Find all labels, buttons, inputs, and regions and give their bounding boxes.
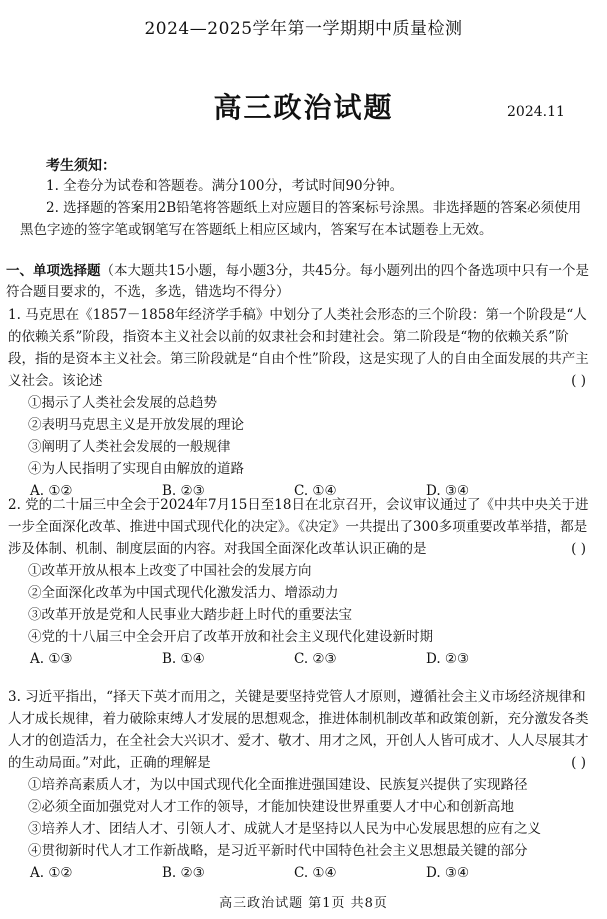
option-c: C. ①④: [294, 483, 337, 499]
question-stem: 3. 习近平指出，“择天下英才而用之，关键是要坚持党管人才原则，遵循社会主义市场经济规律和人才成长规律，着力破除束缚人才发展的思想观念，推进体制机制改革和政策创新，充分激发各类人才的创造活力，在全社会大兴识才、爱才、敬才、用才之风，开创人人皆可成才、人人尽展其才的生动局面。”对此，正确的理解是 ( ): [8, 686, 594, 774]
statement: ①培养高素质人才，为以中国式现代化全面推进强国建设、民族复兴提供了实现路径: [28, 777, 528, 793]
section-desc: （本大题共15小题，每小题3分，共45分。每小题列出的四个备选项中只有一个是符合题目要求的，不选，多选，错选均不得分）: [6, 263, 589, 300]
answer-blank: ( ): [571, 541, 586, 557]
statement: ②表明马克思主义是开放发展的理论: [28, 417, 244, 433]
notice-item-2: 2. 选择题的答案用2B铅笔将答题纸上对应题目的答案标号涂黑。非选择题的答案必须使用黑色字迹的签字笔或钢笔写在答题纸上相应区域内，答案写在本试题卷上无效。: [20, 200, 582, 238]
question-3: [8, 686, 594, 884]
section-label: 一、单项选择题: [6, 263, 101, 279]
question-stem: 1. 马克思在《1857－1858年经济学手稿》中划分了人类社会形态的三个阶段：第一个阶段是“人的依赖关系”阶段，指资本主义社会以前的奴隶社会和封建社会。第二阶段是“物的依赖关系”阶段，指的是资本主义社会。第三阶段就是“自由个性”阶段，这是实现了人的自由全面发展的共产主义社会。该论述 ( ): [8, 304, 594, 392]
statement: ③培养人才、团结人才、引领人才、成就人才是坚持以人民为中心发展思想的应有之义: [28, 821, 541, 837]
statement: ④贯彻新时代人才工作新战略，是习近平新时代中国特色社会主义思想最关键的部分: [28, 843, 528, 859]
section-heading: [6, 261, 596, 303]
option-a: A. ①③: [30, 651, 73, 667]
answer-options: [8, 862, 594, 884]
option-d: D. ②③: [426, 651, 470, 667]
exam-header: 2024—2025学年第一学期期中质量检测: [144, 19, 463, 39]
option-a: A. ①②: [30, 865, 73, 881]
statement: ③改革开放是党和人民事业大踏步赶上时代的重要法宝: [28, 607, 352, 623]
option-c: C. ②③: [294, 651, 337, 667]
answer-blank: ( ): [571, 755, 586, 771]
statement: ④为人民指明了实现自由解放的道路: [28, 461, 244, 477]
notice-heading: 考生须知：: [46, 158, 116, 174]
option-b: B. ②③: [162, 865, 205, 881]
statement: ③阐明了人类社会发展的一般规律: [28, 439, 231, 455]
option-c: C. ①④: [294, 865, 337, 881]
statement: ②全面深化改革为中国式现代化激发活力、增添动力: [28, 585, 339, 601]
exam-date: 2024.11: [507, 104, 565, 120]
question-1: [8, 304, 594, 502]
option-a: A. ①②: [30, 483, 73, 499]
question-stem: 2. 党的二十届三中全会于2024年7月15日至18日在北京召开，会议审议通过了《中共中央关于进一步全面深化改革、推进中国式现代化的决定》。《决定》一共提出了300多项重要改革举措，都是涉及体制、机制、制度层面的内容。对我国全面深化改革认识正确的是 ( ): [8, 494, 594, 560]
statement: ①改革开放从根本上改变了中国社会的发展方向: [28, 563, 312, 579]
statement: ④党的十八届三中全会开启了改革开放和社会主义现代化建设新时期: [28, 629, 433, 645]
answer-blank: ( ): [571, 373, 586, 389]
statement: ②必须全面加强党对人才工作的领导，才能加快建设世界重要人才中心和创新高地: [28, 799, 514, 815]
option-d: D. ③④: [426, 865, 470, 881]
option-b: B. ①④: [162, 651, 205, 667]
option-d: D. ③④: [426, 483, 470, 499]
notice-item-1: 1. 全卷分为试卷和答题卷。满分100分，考试时间90分钟。: [46, 178, 404, 194]
answer-options: [8, 648, 594, 670]
exam-title: 高三政治试题: [213, 91, 394, 124]
page-footer: 高三政治试题 第1页 共8页: [219, 896, 388, 911]
question-2: [8, 494, 594, 670]
option-b: B. ②③: [162, 483, 205, 499]
statement: ①揭示了人类社会发展的总趋势: [28, 395, 217, 411]
